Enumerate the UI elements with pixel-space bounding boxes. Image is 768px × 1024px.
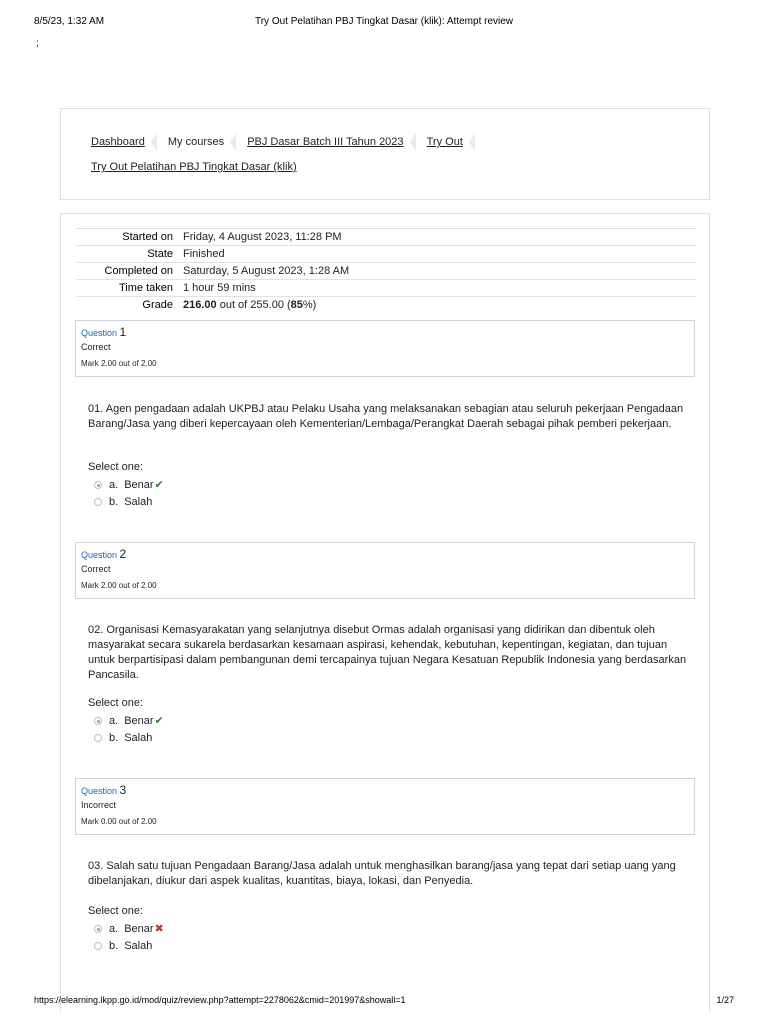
answer-option-2b[interactable] [94, 732, 152, 746]
radio-checked-icon[interactable] [94, 717, 102, 725]
question-number [81, 547, 126, 561]
answer-text: Salah [124, 732, 153, 744]
breadcrumb [91, 133, 483, 151]
select-one-label: Select one: [88, 461, 144, 473]
select-one-label: Select one: [88, 697, 144, 709]
breadcrumb-my-courses: My courses [167, 135, 225, 148]
question-number [81, 783, 126, 797]
answer-text: Benar [124, 715, 154, 727]
question-number [81, 325, 126, 339]
radio-checked-icon[interactable] [94, 481, 102, 489]
question-text-3: 03. Salah satu tujuan Pengadaan Barang/Jasa adalah untuk menghasilkan barang/jasa yang tepat dari setiap uang yang dibelanjakan, diukur dari aspek kualitas, kuantitas, biaya, lokasi, dan Penyedia. [88, 860, 676, 887]
answer-letter: b. [109, 940, 119, 952]
question-info-1 [75, 320, 695, 377]
question-state: Correct [81, 564, 111, 574]
answer-letter: a. [109, 479, 119, 491]
question-state: Correct [81, 342, 111, 352]
answer-option-3b[interactable] [94, 940, 152, 954]
answer-letter: a. [109, 715, 119, 727]
select-one-label: Select one: [88, 905, 144, 917]
answer-option-1a[interactable] [94, 478, 164, 492]
grade-score: 216.00 [183, 299, 217, 311]
answer-text: Salah [124, 496, 153, 508]
summary-row-state [76, 246, 696, 263]
answer-text: Benar [124, 923, 154, 935]
question-text-2: 02. Organisasi Kemasyarakatan yang selanjutnya disebut Ormas adalah organisasi yang didirikan dan dibentuk oleh masyarakat secara sukarela berdasarkan kesamaan aspirasi, kehendak, kebutuhan, kepentingan, kegiatan, dan tujuan untuk berpartisipasi dalam pembangunan demi tercapainya tujuan Negara Kesatuan Republik Indonesia yang berdasarkan Pancasila. [88, 624, 687, 681]
breadcrumb-separator-icon [230, 133, 236, 151]
summary-row-completed [76, 263, 696, 280]
question-state: Incorrect [81, 800, 117, 810]
summary-row-time [76, 280, 696, 297]
answer-letter: b. [109, 732, 119, 744]
started-on-label: Started on [76, 229, 183, 246]
breadcrumb-dashboard[interactable]: Dashboard [91, 135, 145, 148]
time-taken-label: Time taken [76, 280, 183, 297]
question-number-value: 3 [119, 783, 127, 797]
summary-row-grade [76, 297, 696, 314]
breadcrumb-separator-icon [469, 133, 475, 151]
answer-option-2a[interactable] [94, 714, 164, 728]
question-text-1: 01. Agen pengadaan adalah UKPBJ atau Pelaku Usaha yang melaksanakan sebagian atau seluruh pekerjaan Pengadaan Barang/Jasa yang diberi kepercayaan oleh Kementerian/Lembaga/Perangkat Daerah sebagai pihak pemberi pekerjaan. [88, 403, 684, 430]
incorrect-cross-icon: ✖ [154, 923, 164, 935]
breadcrumb-current-quiz[interactable]: Try Out Pelatihan PBJ Tingkat Dasar (klik) [91, 161, 297, 173]
question-label: Question [81, 328, 118, 338]
correct-check-icon: ✔ [154, 715, 164, 727]
print-footer [34, 995, 734, 1009]
question-info-3 [75, 778, 695, 835]
attempt-summary-table [76, 228, 696, 313]
started-on-value: Friday, 4 August 2023, 11:28 PM [183, 229, 696, 246]
question-mark: Mark 2.00 out of 2.00 [81, 581, 157, 590]
radio-checked-icon[interactable] [94, 925, 102, 933]
print-page-title: Try Out Pelatihan PBJ Tingkat Dasar (klik): Attempt review [254, 16, 514, 27]
stray-semicolon: ; [36, 38, 39, 49]
answer-option-1b[interactable] [94, 496, 152, 510]
question-info-2 [75, 542, 695, 599]
question-number-value: 2 [119, 547, 127, 561]
grade-percent-sign: %) [302, 299, 317, 311]
breadcrumb-try-out[interactable]: Try Out [426, 135, 463, 148]
state-value: Finished [183, 246, 696, 263]
grade-value [183, 297, 696, 314]
print-url: https://elearning.lkpp.go.id/mod/quiz/review.php?attempt=2278062&cmid=201997&showall=1 [34, 995, 406, 1005]
question-mark: Mark 2.00 out of 2.00 [81, 359, 157, 368]
state-label: State [76, 246, 183, 263]
print-header [34, 16, 734, 32]
time-taken-value: 1 hour 59 mins [183, 280, 696, 297]
correct-check-icon: ✔ [154, 479, 164, 491]
radio-icon[interactable] [94, 734, 102, 742]
grade-label: Grade [142, 299, 173, 311]
radio-icon[interactable] [94, 498, 102, 506]
answer-text: Benar [124, 479, 154, 491]
grade-percent: 85 [290, 299, 303, 311]
print-page-number: 1/27 [716, 995, 734, 1005]
breadcrumb-separator-icon [151, 133, 157, 151]
radio-icon[interactable] [94, 942, 102, 950]
question-number-value: 1 [119, 325, 127, 339]
grade-out-of: out of 255.00 ( [216, 299, 291, 311]
question-mark: Mark 0.00 out of 2.00 [81, 817, 157, 826]
completed-on-value: Saturday, 5 August 2023, 1:28 AM [183, 263, 696, 280]
answer-option-3a[interactable] [94, 922, 164, 936]
question-label: Question [81, 786, 118, 796]
summary-row-started [76, 229, 696, 246]
completed-on-label: Completed on [76, 263, 183, 280]
answer-text: Salah [124, 940, 153, 952]
answer-letter: a. [109, 923, 119, 935]
breadcrumb-panel [60, 108, 710, 200]
answer-letter: b. [109, 496, 119, 508]
question-label: Question [81, 550, 118, 560]
breadcrumb-course[interactable]: PBJ Dasar Batch III Tahun 2023 [247, 135, 404, 148]
breadcrumb-separator-icon [410, 133, 416, 151]
print-datetime: 8/5/23, 1:32 AM [34, 16, 105, 27]
